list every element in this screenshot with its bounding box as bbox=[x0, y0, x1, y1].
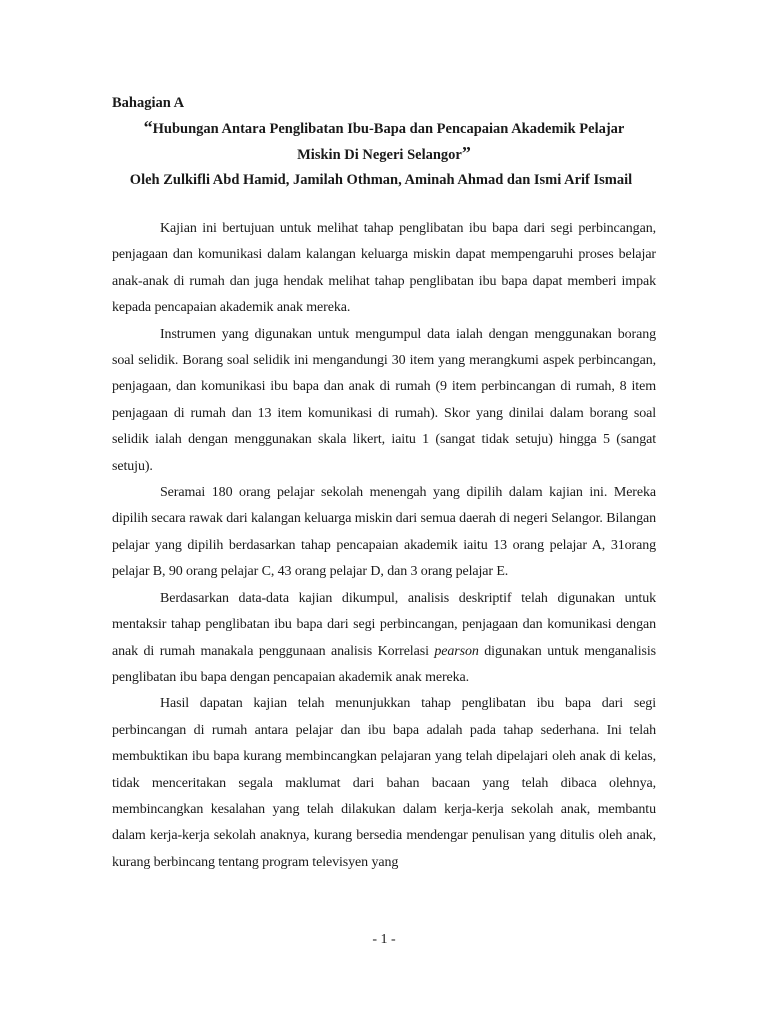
paragraph-1: Kajian ini bertujuan untuk melihat tahap penglibatan ibu bapa dari segi perbincangan, penjagaan dan komunikasi dalam kalangan keluarga miskin dapat mempengaruhi proses belajar anak-anak di rumah dan juga hendak melihat tahap penglibatan ibu bapa dapat memberi impak kepada pencapaian akademik anak mereka. bbox=[112, 221, 656, 316]
paragraph-3: Seramai 180 orang pelajar sekolah menengah yang dipilih dalam kajian ini. Mereka dipilih secara rawak dari kalangan keluarga miskin dari semua daerah di negeri Selangor. Bilangan pelajar yang dipilih berdasarkan tahap pencapaian akademik iaitu 13 orang pelajar A, 31orang pelajar B, 90 orang pelajar C, 43 orang pelajar D, dan 3 orang pelajar E. bbox=[112, 485, 656, 580]
paragraph-4-italic-term: pearson bbox=[434, 643, 479, 659]
section-label: Bahagian A bbox=[112, 95, 185, 111]
document-title bbox=[112, 116, 656, 168]
title-line-1: Hubungan Antara Penglibatan Ibu-Bapa dan Pencapaian Akademik Pelajar bbox=[152, 121, 625, 137]
paragraph-2: Instrumen yang digunakan untuk mengumpul data ialah dengan menggunakan borang soal selidik. Borang soal selidik ini mengandungi 30 item yang merangkumi aspek perbincangan, penjagaan, dan komunikasi ibu bapa dan anak di rumah (9 item perbincangan di rumah, 8 item penjagaan di rumah dan 13 item komunikasi di rumah). Skor yang dinilai dalam borang soal selidik ialah dengan menggunakan skala likert, iaitu 1 (sangat tidak setuju) hingga 5 (sangat setuju). bbox=[112, 326, 656, 474]
author-line: Oleh Zulkifli Abd Hamid, Jamilah Othman, Aminah Ahmad dan Ismi Arif Ismail bbox=[129, 172, 633, 188]
paragraph-5: Hasil dapatan kajian telah menunjukkan tahap penglibatan ibu bapa dari segi perbincangan di rumah antara pelajar dan ibu bapa adalah pada tahap sederhana. Ini telah membuktikan ibu bapa kurang membincangkan pelajaran yang telah dipelajari oleh anak di kelas, tidak menceritakan segala maklumat dari bahan bacaan yang telah dibaca olehnya, membincangkan kesalahan yang telah dilakukan dalam kerja-kerja sekolah anak, membantu dalam kerja-kerja sekolah anaknya, kurang bersedia mendengar penulisan yang ditulis oleh anak, kurang berbincang tentang program televisyen yang bbox=[112, 696, 656, 870]
document-page bbox=[112, 92, 656, 876]
title-close-quote: ” bbox=[461, 143, 471, 163]
title-open-quote: “ bbox=[143, 117, 153, 137]
paragraph-4 bbox=[112, 586, 656, 692]
paragraph-4-text-before: Berdasarkan data-data kajian dikumpul, analisis deskriptif telah digunakan untuk mentaksir tahap penglibatan ibu bapa dari segi perbincangan, penjagaan dan komunikasi dengan anak di rumah manakala penggunaan analisis Korrelasi bbox=[112, 590, 656, 659]
title-line-2: Miskin Di Negeri Selangor bbox=[297, 147, 462, 163]
paragraph-4-text-after: digunakan untuk menganalisis penglibatan ibu bapa dengan pencapaian akademik anak mereka. bbox=[112, 643, 656, 685]
body-text bbox=[112, 216, 656, 876]
page-number: - 1 - bbox=[372, 932, 396, 947]
